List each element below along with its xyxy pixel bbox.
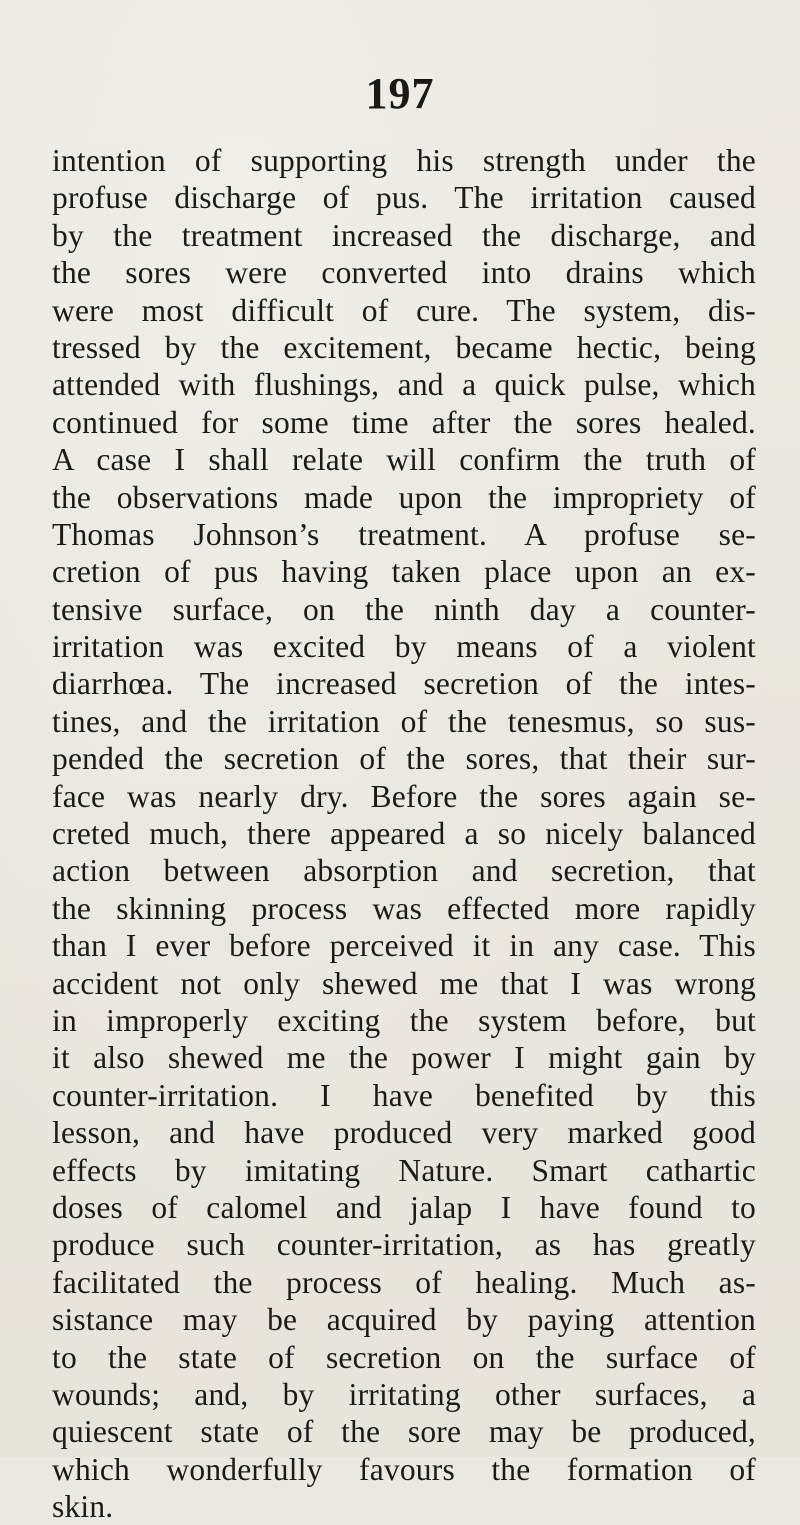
text-line: action between absorption and secretion, that (52, 853, 756, 889)
text-line: creted much, there appeared a so nicely balanced (52, 816, 756, 852)
text-line: produce such counter-irritation, as has greatly (52, 1227, 756, 1263)
text-line: it also shewed me the power I might gain by (52, 1040, 756, 1076)
text-line: diarrhœa. The increased secretion of the intes- (52, 666, 756, 702)
text-line: attended with flushings, and a quick pulse, which (52, 367, 756, 403)
text-line: A case I shall relate will confirm the truth of (52, 442, 756, 478)
text-line: doses of calomel and jalap I have found to (52, 1189, 756, 1225)
text-line: effects by imitating Nature. Smart cathartic (52, 1152, 756, 1188)
page-number: 197 (365, 69, 435, 118)
text-line: continued for some time after the sores healed. (52, 404, 756, 440)
text-line: cretion of pus having taken place upon an ex- (52, 554, 756, 590)
text-line: than I ever before perceived it in any case. This (52, 928, 756, 964)
text-line: by the treatment increased the discharge, and (52, 217, 756, 253)
text-line: tensive surface, on the ninth day a counter- (52, 591, 756, 627)
text-line: to the state of secretion on the surface of (52, 1339, 756, 1375)
text-line: intention of supporting his strength under the (52, 143, 756, 178)
body-text (52, 142, 756, 1525)
text-line: wounds; and, by irritating other surfaces, a (52, 1376, 756, 1412)
text-line: in improperly exciting the system before, but (52, 1002, 756, 1038)
text-line: counter-irritation. I have benefited by this (52, 1077, 756, 1113)
text-line: tressed by the excitement, became hectic, being (52, 329, 756, 365)
text-line: the skinning process was effected more rapidly (52, 890, 756, 926)
text-line: the sores were converted into drains which (52, 255, 756, 291)
text-line: profuse discharge of pus. The irritation caused (52, 180, 756, 216)
text-line: lesson, and have produced very marked good (52, 1115, 756, 1151)
text-line: pended the secretion of the sores, that their sur- (52, 741, 756, 777)
text-line: facilitated the process of healing. Much as- (52, 1264, 756, 1300)
text-line: Thomas Johnson’s treatment. A profuse se- (52, 516, 756, 552)
text-line: the observations made upon the impropriety of (52, 479, 756, 515)
text-line: quiescent state of the sore may be produced, (52, 1414, 756, 1450)
text-line: sistance may be acquired by paying attention (52, 1302, 756, 1338)
text-line: tines, and the irritation of the tenesmus, so sus- (52, 703, 756, 739)
text-line: which wonderfully favours the formation of (52, 1451, 756, 1487)
text-line: face was nearly dry. Before the sores again se- (52, 778, 756, 814)
text-line: accident not only shewed me that I was wrong (52, 965, 756, 1001)
text-line: irritation was excited by means of a violent (52, 629, 756, 665)
text-line-last: skin. (52, 1489, 114, 1525)
text-line: were most difficult of cure. The system, dis- (52, 292, 756, 328)
